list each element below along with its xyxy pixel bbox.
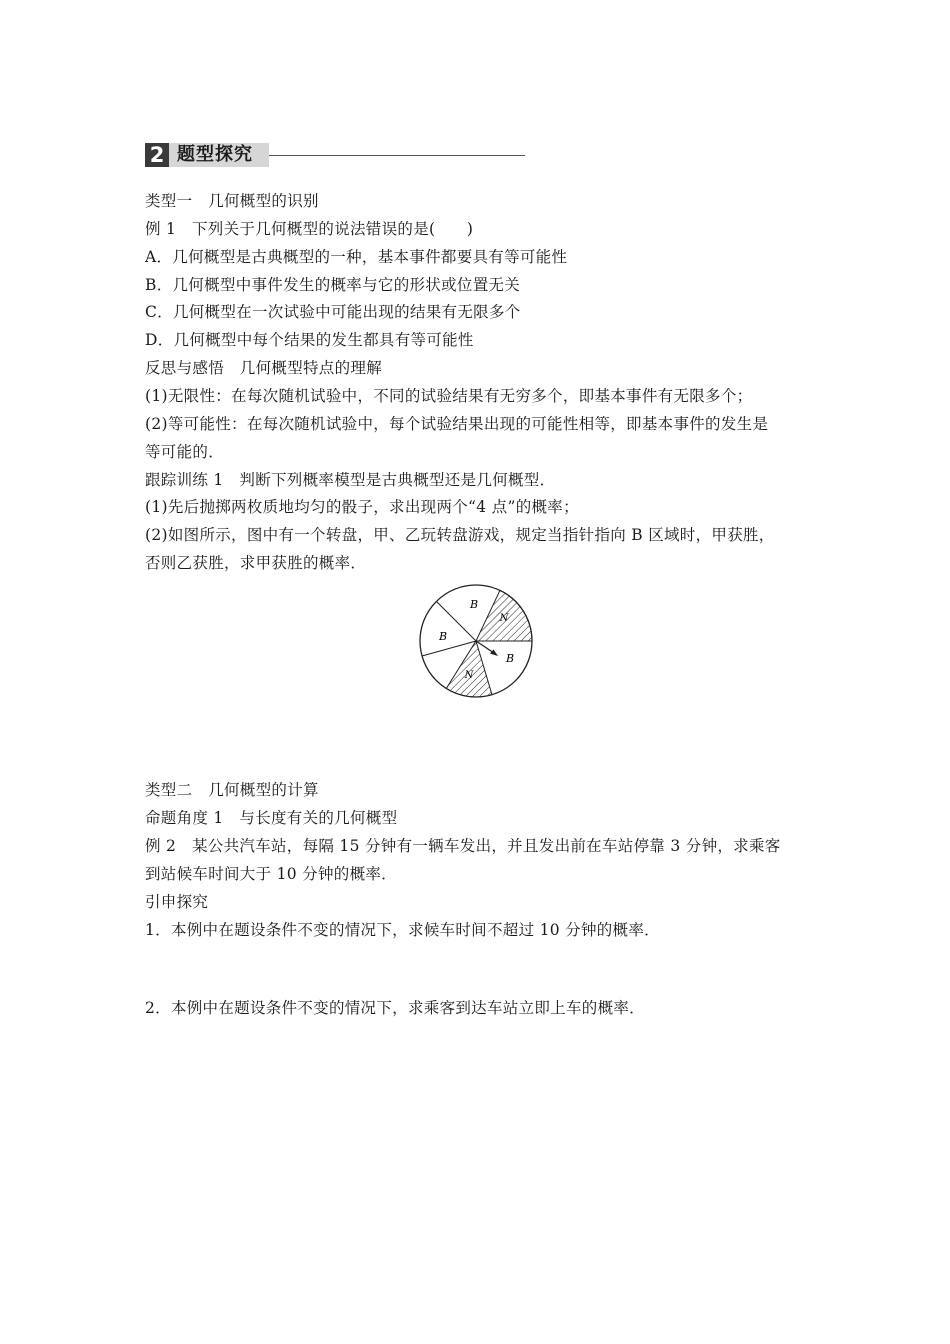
reflection-point-1: (1)无限性：在每次随机试验中，不同的试验结果有无穷多个，即基本事件有无限多个； bbox=[145, 387, 753, 405]
example-1: 例 1 下列关于几何概型的说法错误的是( ) bbox=[145, 220, 474, 238]
label-b-left: B bbox=[438, 630, 448, 643]
example-2-cont: 到站候车时间大于 10 分钟的概率． bbox=[145, 865, 397, 883]
option-d: D．几何概型中每个结果的发生都具有等可能性 bbox=[145, 331, 474, 349]
practice-1: 跟踪训练 1 判断下列概率模型是古典概型还是几何概型． bbox=[145, 471, 556, 489]
option-b: B．几何概型中事件发生的概率与它的形状或位置无关 bbox=[145, 276, 521, 294]
example-2: 例 2 某公共汽车站，每隔 15 分钟有一辆车发出，并且发出前在车站停靠 3 分钟，求乘客 bbox=[145, 837, 781, 855]
reflection-heading: 反思与感悟 几何概型特点的理解 bbox=[145, 359, 383, 377]
label-n-bottom: N bbox=[464, 670, 474, 681]
section-number: 2 bbox=[145, 143, 169, 167]
angle-1-heading: 命题角度 1 与长度有关的几何概型 bbox=[145, 809, 398, 827]
extension-1: 1．本例中在题设条件不变的情况下，求候车时间不超过 10 分钟的概率． bbox=[145, 921, 660, 939]
label-b-top: B bbox=[469, 598, 479, 611]
label-n-top: N bbox=[499, 613, 509, 624]
type-one-heading: 类型一 几何概型的识别 bbox=[145, 192, 319, 210]
section-rule bbox=[269, 155, 525, 156]
extension-heading: 引申探究 bbox=[145, 893, 209, 911]
section-title: 题型探究 bbox=[169, 143, 269, 167]
section-header bbox=[145, 143, 525, 169]
label-b-right: B bbox=[505, 652, 515, 665]
practice-1-item-2-cont: 否则乙获胜，求甲获胜的概率． bbox=[145, 554, 367, 572]
option-a: A．几何概型是古典概型的一种，基本事件都要具有等可能性 bbox=[145, 248, 568, 266]
reflection-point-2-cont: 等可能的． bbox=[145, 443, 225, 461]
extension-2: 2．本例中在题设条件不变的情况下，求乘客到达车站立即上车的概率． bbox=[145, 999, 645, 1017]
reflection-point-2: (2)等可能性：在每次随机试验中，每个试验结果出现的可能性相等，即基本事件的发生是 bbox=[145, 415, 769, 433]
spinner-figure bbox=[416, 583, 536, 699]
practice-1-item-1: (1)先后抛掷两枚质地均匀的骰子，求出现两个“4 点”的概率； bbox=[145, 498, 579, 516]
spinner-diagram bbox=[416, 583, 536, 699]
type-two-heading: 类型二 几何概型的计算 bbox=[145, 781, 319, 799]
practice-1-item-2: (2)如图所示，图中有一个转盘，甲、乙玩转盘游戏，规定当指针指向 B 区域时，甲获胜， bbox=[145, 526, 775, 544]
option-c: C．几何概型在一次试验中可能出现的结果有无限多个 bbox=[145, 303, 521, 321]
